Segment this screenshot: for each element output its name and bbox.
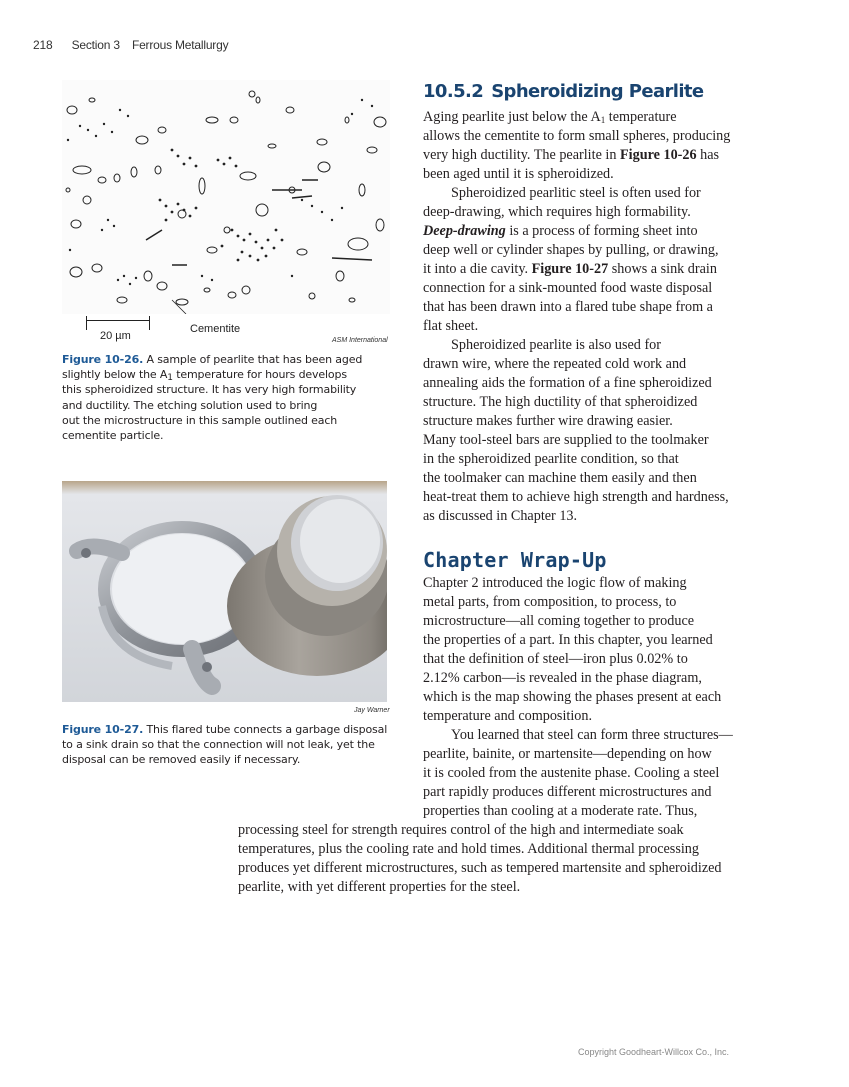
flared-tube-illustration	[62, 481, 387, 702]
text-line: You learned that steel can form three structures—	[451, 727, 733, 743]
text-line: pearlite, bainite, or martensite—depending on how	[423, 746, 712, 762]
text-line: microstructure—all coming together to produce	[423, 613, 695, 629]
page-number: 218	[33, 38, 53, 52]
text-line: it is cooled from the austenite phase. Cooling a steel	[423, 765, 720, 781]
wrap-up-body-wide	[238, 821, 798, 897]
section-title: Ferrous Metallurgy	[131, 38, 229, 52]
figure-10-27-caption: Figure 10-27. This flared tube connects a garbage disposal to a sink drain so that the connection will not leak, yet the disposal can be removed easily if necessary.	[62, 723, 388, 767]
key-term: Deep-drawing	[423, 223, 506, 239]
text-line: temperature and composition.	[423, 708, 593, 724]
cementite-pointer	[172, 300, 186, 314]
text-line: the properties of a part. In this chapter, you learned	[423, 632, 713, 648]
text-line: 2.12% carbon—is revealed in the phase diagram,	[423, 670, 702, 686]
text-line: in the spheroidized pearlite condition, so that	[423, 451, 679, 467]
text-line: Many tool-steel bars are supplied to the toolmaker	[423, 432, 709, 448]
text-line: temperatures, plus the cooling rate and hold times. Additional thermal processing	[238, 841, 699, 857]
figure-label: Figure 10-26.	[62, 353, 144, 366]
text-line: properties than cooling at a moderate rate. Thus,	[423, 803, 698, 819]
scale-bar	[86, 316, 150, 330]
text-line: drawn wire, where the repeated cold work and	[423, 356, 687, 372]
text-line: metal parts, from composition, to process, to	[423, 594, 677, 610]
section-label: Section 3	[71, 38, 120, 52]
text-line: Deep-drawing is a process of forming sheet into	[423, 223, 698, 239]
text-line: processing steel for strength requires control of the high and intermediate soak	[238, 822, 684, 838]
text-line: Chapter 2 introduced the logic flow of making	[423, 575, 687, 591]
text-line: Aging pearlite just below the $A_1$ temperature	[423, 109, 677, 125]
figure-credit: Jay Warner	[354, 707, 390, 714]
section-body	[423, 108, 793, 526]
text-line: been aged until it is spheroidized.	[423, 166, 614, 182]
section-heading	[423, 81, 704, 102]
text-line: the toolmaker can machine them easily and then	[423, 470, 697, 486]
section-title: Spheroidizing Pearlite	[491, 81, 704, 102]
figure-reference: Figure 10-26	[620, 147, 697, 163]
text-line: pearlite, with yet different properties for the steel.	[238, 879, 521, 895]
text-line: Spheroidized pearlitic steel is often used for	[451, 185, 701, 201]
text-line: deep-drawing, which requires high formability.	[423, 204, 691, 220]
text-line: structure. The high ductility of that spheroidized	[423, 394, 698, 410]
text-line: very high ductility. The pearlite in Figure 10-26 has	[423, 147, 720, 163]
text-line: flat sheet.	[423, 318, 479, 334]
spheroidized-pearlite-micrograph	[62, 80, 390, 314]
figure-credit: ASM International	[332, 337, 388, 344]
text-line: it into a die cavity. Figure 10-27 shows a sink drain	[423, 261, 717, 277]
text-line: that has been drawn into a flared tube shape from a	[423, 299, 713, 315]
text-line: annealing aids the formation of a fine spheroidized	[423, 375, 712, 391]
copyright-footer: Copyright Goodheart-Willcox Co., Inc.	[578, 1047, 730, 1057]
text-line: as discussed in Chapter 13.	[423, 508, 578, 524]
text-line: part rapidly produces different microstructures and	[423, 784, 712, 800]
text-line: Spheroidized pearlite is also used for	[451, 337, 661, 353]
chapter-wrap-up-heading: Chapter Wrap-Up	[423, 548, 607, 572]
wrap-up-body	[423, 574, 793, 821]
text-line: deep well or cylinder shapes by pulling, or drawing,	[423, 242, 719, 258]
figure-10-26-caption: Figure 10-26. A sample of pearlite that has been aged slightly below the $A_1$ temperature for hours develops this spheroidized structure. It has very high formability and ductility. The etching solution used to bring out the microstructure in this sample outlined each cementite particle.	[62, 353, 363, 443]
text-line: produces yet different microstructures, such as tempered martensite and spheroidized	[238, 860, 722, 876]
text-line: which is the map showing the phases present at each	[423, 689, 722, 705]
text-line: structure makes further wire drawing easier.	[423, 413, 673, 429]
text-line: heat-treat them to achieve high strength and hardness,	[423, 489, 729, 505]
text-line: allows the cementite to form small spheres, producing	[423, 128, 731, 144]
cementite-annotation: Cementite	[190, 323, 241, 335]
text-line: connection for a sink-mounted food waste disposal	[423, 280, 713, 296]
section-number: 10.5.2	[423, 81, 484, 102]
figure-label: Figure 10-27.	[62, 723, 144, 736]
running-head	[33, 38, 228, 52]
text-line: that the definition of steel—iron plus 0.02% to	[423, 651, 688, 667]
scale-bar-label: 20 µm	[100, 330, 131, 342]
figure-reference: Figure 10-27	[531, 261, 609, 277]
micrograph-image	[62, 80, 390, 314]
flared-tube-photo	[62, 481, 387, 702]
